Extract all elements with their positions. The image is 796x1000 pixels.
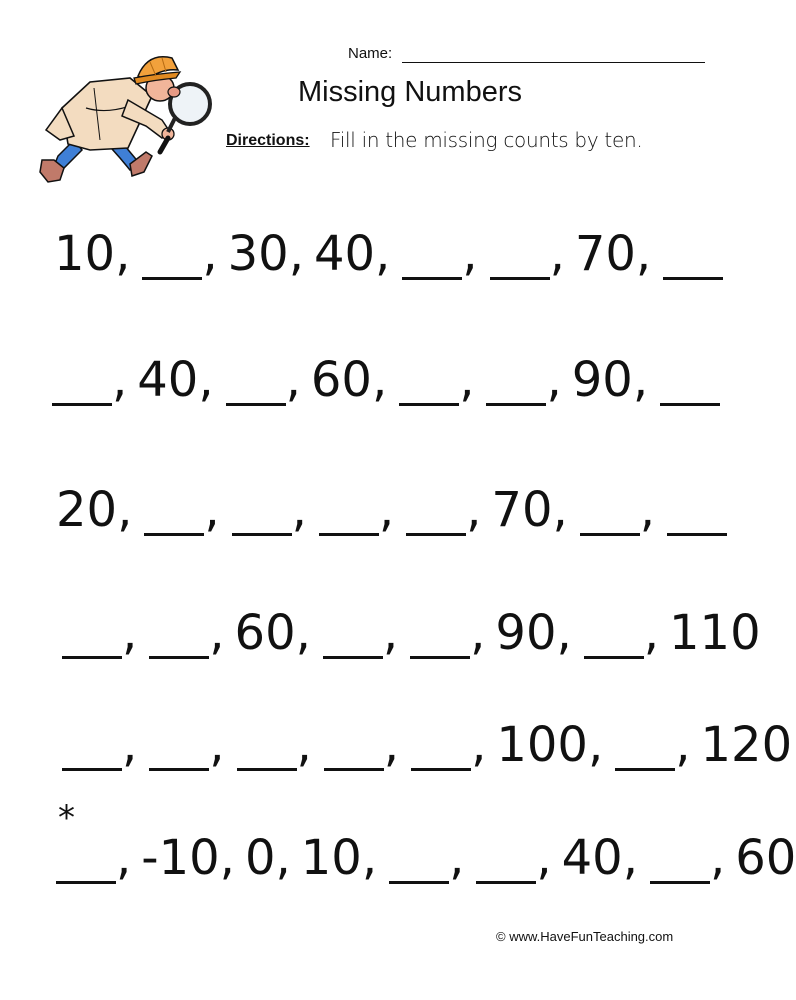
- comma-separator: ,: [288, 226, 304, 282]
- comma-separator: ,: [209, 605, 225, 661]
- comma-separator: ,: [115, 226, 131, 282]
- sequence-number: 40: [137, 352, 199, 408]
- sequence-number: 90: [495, 605, 557, 661]
- blank-answer-field[interactable]: [54, 873, 116, 874]
- blank-answer-field[interactable]: [60, 648, 122, 649]
- comma-separator: ,: [470, 605, 486, 661]
- comma-separator: ,: [552, 482, 568, 538]
- sequence-number: 110: [669, 605, 761, 661]
- blank-answer-field[interactable]: [665, 525, 727, 526]
- comma-separator: ,: [378, 482, 395, 538]
- blank-answer-field[interactable]: [50, 395, 112, 396]
- comma-separator: ,: [622, 830, 638, 886]
- comma-separator: ,: [291, 482, 307, 538]
- blank-answer-field[interactable]: [613, 760, 675, 761]
- challenge-star: *: [58, 798, 75, 838]
- sequence-number: 100: [496, 717, 588, 773]
- blank-answer-field[interactable]: [582, 648, 644, 649]
- comma-separator: ,: [198, 352, 214, 408]
- comma-separator: ,: [295, 605, 311, 661]
- sequence-number: -10: [141, 830, 220, 886]
- comma-separator: ,: [675, 717, 691, 773]
- blank-answer-field[interactable]: [404, 525, 466, 526]
- blank-answer-field[interactable]: [474, 873, 536, 874]
- blank-answer-field[interactable]: [60, 760, 122, 761]
- comma-separator: ,: [466, 482, 482, 538]
- comma-separator: ,: [219, 830, 235, 886]
- comma-separator: ,: [549, 226, 565, 282]
- sequence-number: 40: [313, 226, 376, 282]
- sequence-number: 10: [54, 226, 116, 282]
- blank-answer-field[interactable]: [408, 648, 470, 649]
- comma-separator: ,: [471, 717, 487, 773]
- blank-answer-field[interactable]: [317, 525, 379, 526]
- blank-answer-field[interactable]: [140, 269, 202, 270]
- comma-separator: ,: [556, 605, 572, 661]
- comma-separator: ,: [117, 482, 133, 538]
- blank-answer-field[interactable]: [397, 395, 459, 396]
- comma-separator: ,: [546, 352, 562, 408]
- sequence-number: 70: [574, 226, 636, 282]
- name-line[interactable]: [402, 62, 705, 63]
- comma-separator: ,: [112, 352, 128, 408]
- blank-answer-field[interactable]: [409, 760, 471, 761]
- number-row-3: [56, 475, 727, 545]
- blank-answer-field[interactable]: [484, 395, 546, 396]
- sequence-number: 0: [244, 830, 276, 886]
- sequence-number: 30: [227, 226, 289, 282]
- blank-answer-field[interactable]: [147, 648, 209, 649]
- sequence-number: 120: [700, 717, 793, 773]
- sequence-number: 60: [735, 830, 796, 886]
- comma-separator: ,: [122, 717, 138, 773]
- blank-answer-field[interactable]: [661, 269, 723, 270]
- comma-separator: ,: [587, 717, 604, 773]
- sequence-number: 90: [571, 352, 633, 408]
- comma-separator: ,: [285, 352, 301, 408]
- blank-answer-field[interactable]: [488, 269, 550, 270]
- sequence-number: 60: [310, 352, 372, 408]
- comma-separator: ,: [632, 352, 649, 408]
- comma-separator: ,: [462, 226, 478, 282]
- number-row-5: [60, 710, 792, 780]
- comma-separator: ,: [536, 830, 552, 886]
- comma-separator: ,: [209, 717, 225, 773]
- detective-with-magnifying-glass-icon: [34, 48, 230, 188]
- blank-answer-field[interactable]: [224, 395, 286, 396]
- number-row-6: [54, 823, 796, 893]
- number-row-1: [54, 219, 723, 289]
- blank-answer-field[interactable]: [321, 648, 383, 649]
- blank-answer-field[interactable]: [648, 873, 710, 874]
- sequence-number: 20: [56, 482, 118, 538]
- sequence-number: 70: [491, 482, 553, 538]
- blank-answer-field[interactable]: [578, 525, 640, 526]
- blank-answer-field[interactable]: [230, 525, 292, 526]
- sequence-number: 60: [234, 605, 296, 661]
- blank-answer-field[interactable]: [658, 395, 720, 396]
- copyright-text: © www.HaveFunTeaching.com: [496, 929, 674, 944]
- number-row-2: [50, 345, 720, 415]
- directions-text: Fill in the missing counts by ten.: [330, 128, 643, 152]
- comma-separator: ,: [361, 830, 378, 886]
- page-title: Missing Numbers: [298, 76, 522, 108]
- comma-separator: ,: [204, 482, 220, 538]
- comma-separator: ,: [382, 605, 399, 661]
- comma-separator: ,: [296, 717, 312, 773]
- directions-label: Directions:: [226, 132, 310, 149]
- blank-answer-field[interactable]: [147, 760, 209, 761]
- sequence-number: 10: [300, 830, 362, 886]
- comma-separator: ,: [122, 605, 138, 661]
- comma-separator: ,: [449, 830, 465, 886]
- comma-separator: ,: [375, 226, 391, 282]
- comma-separator: ,: [459, 352, 475, 408]
- comma-separator: ,: [275, 830, 291, 886]
- number-row-4: [60, 598, 761, 668]
- blank-answer-field[interactable]: [322, 760, 384, 761]
- comma-separator: ,: [639, 482, 656, 538]
- comma-separator: ,: [202, 226, 218, 282]
- blank-answer-field[interactable]: [400, 269, 462, 270]
- blank-answer-field[interactable]: [387, 873, 449, 874]
- comma-separator: ,: [635, 226, 652, 282]
- sequence-number: 40: [561, 830, 623, 886]
- comma-separator: ,: [709, 830, 726, 886]
- comma-separator: ,: [371, 352, 388, 408]
- name-label: Name:: [348, 45, 393, 62]
- blank-answer-field[interactable]: [235, 760, 297, 761]
- blank-answer-field[interactable]: [142, 525, 204, 526]
- comma-separator: ,: [116, 830, 132, 886]
- comma-separator: ,: [643, 605, 660, 661]
- comma-separator: ,: [383, 717, 400, 773]
